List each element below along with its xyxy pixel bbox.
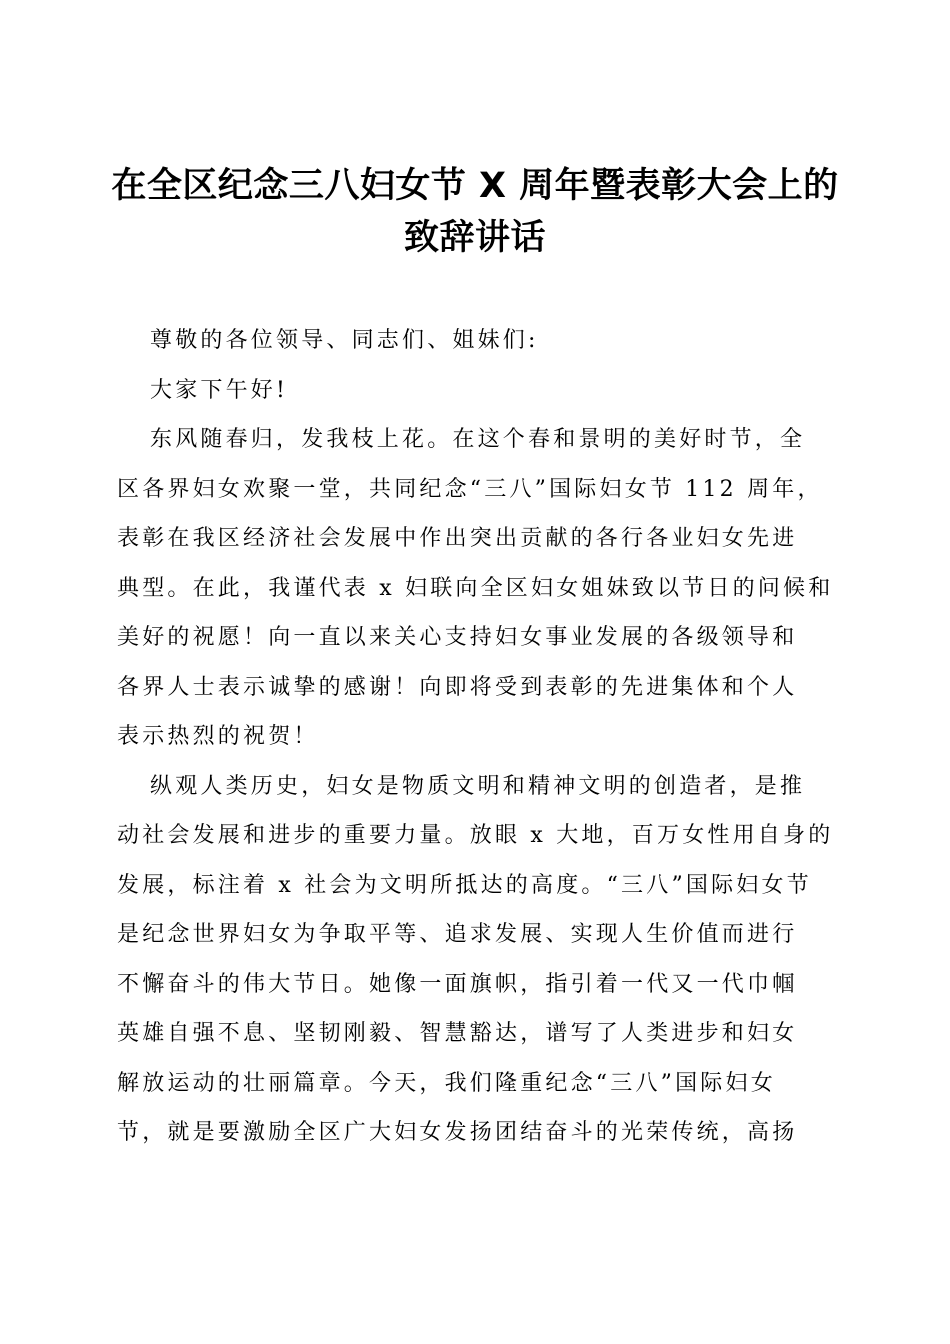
paragraph-line: 节，就是要激励全区广大妇女发扬团结奋斗的光荣传统，高扬 bbox=[117, 1120, 798, 1145]
title-line-2: 致辞讲话 bbox=[403, 218, 546, 258]
paragraph-line: 各界人士表示诚挚的感谢！向即将受到表彰的先进集体和个人 bbox=[117, 674, 798, 700]
salutation: 尊敬的各位领导、同志们、姐妹们: bbox=[150, 328, 539, 353]
paragraph-line: 东风随春归，发我枝上花。在这个春和景明的美好时节，全 bbox=[150, 427, 806, 452]
paragraph-line: 典型。在此，我谨代表 x 妇联向全区妇女姐妹致以节日的问候和 bbox=[117, 575, 834, 601]
paragraph-line: 是纪念世界妇女为争取平等、追求发展、实现人生价值而进行 bbox=[117, 922, 798, 947]
paragraph-line: 英雄自强不息、坚韧刚毅、智慧豁达，谱写了人类进步和妇女 bbox=[117, 1021, 798, 1046]
paragraph-line: 美好的祝愿！向一直以来关心支持妇女事业发展的各级领导和 bbox=[117, 625, 798, 650]
paragraph-line: 表示热烈的祝贺！ bbox=[117, 724, 319, 749]
paragraph-line: 表彰在我区经济社会发展中作出突出贡献的各行各业妇女先进 bbox=[117, 526, 798, 551]
paragraph-line: 区各界妇女欢聚一堂，共同纪念“三八”国际妇女节 112 周年， bbox=[117, 476, 823, 502]
document-title bbox=[110, 160, 840, 264]
paragraph-line: 动社会发展和进步的重要力量。放眼 x 大地，百万女性用自身的 bbox=[117, 823, 834, 848]
paragraph-line: 不懈奋斗的伟大节日。她像一面旗帜，指引着一代又一代巾帼 bbox=[117, 971, 798, 997]
paragraph-line: 发展，标注着 x 社会为文明所抵达的高度。“三八”国际妇女节 bbox=[117, 872, 812, 898]
paragraph-2 bbox=[117, 762, 833, 1158]
paragraph-line: 纵观人类历史，妇女是物质文明和精神文明的创造者，是推 bbox=[150, 773, 806, 799]
document-body bbox=[117, 316, 833, 1158]
paragraph-line: 解放运动的壮丽篇章。今天，我们隆重纪念“三八”国际妇女 bbox=[117, 1070, 776, 1096]
title-line-1: 在全区纪念三八妇女节 X 周年暨表彰大会上的 bbox=[111, 166, 839, 206]
paragraph-1 bbox=[117, 415, 833, 762]
greeting: 大家下午好! bbox=[150, 377, 289, 403]
